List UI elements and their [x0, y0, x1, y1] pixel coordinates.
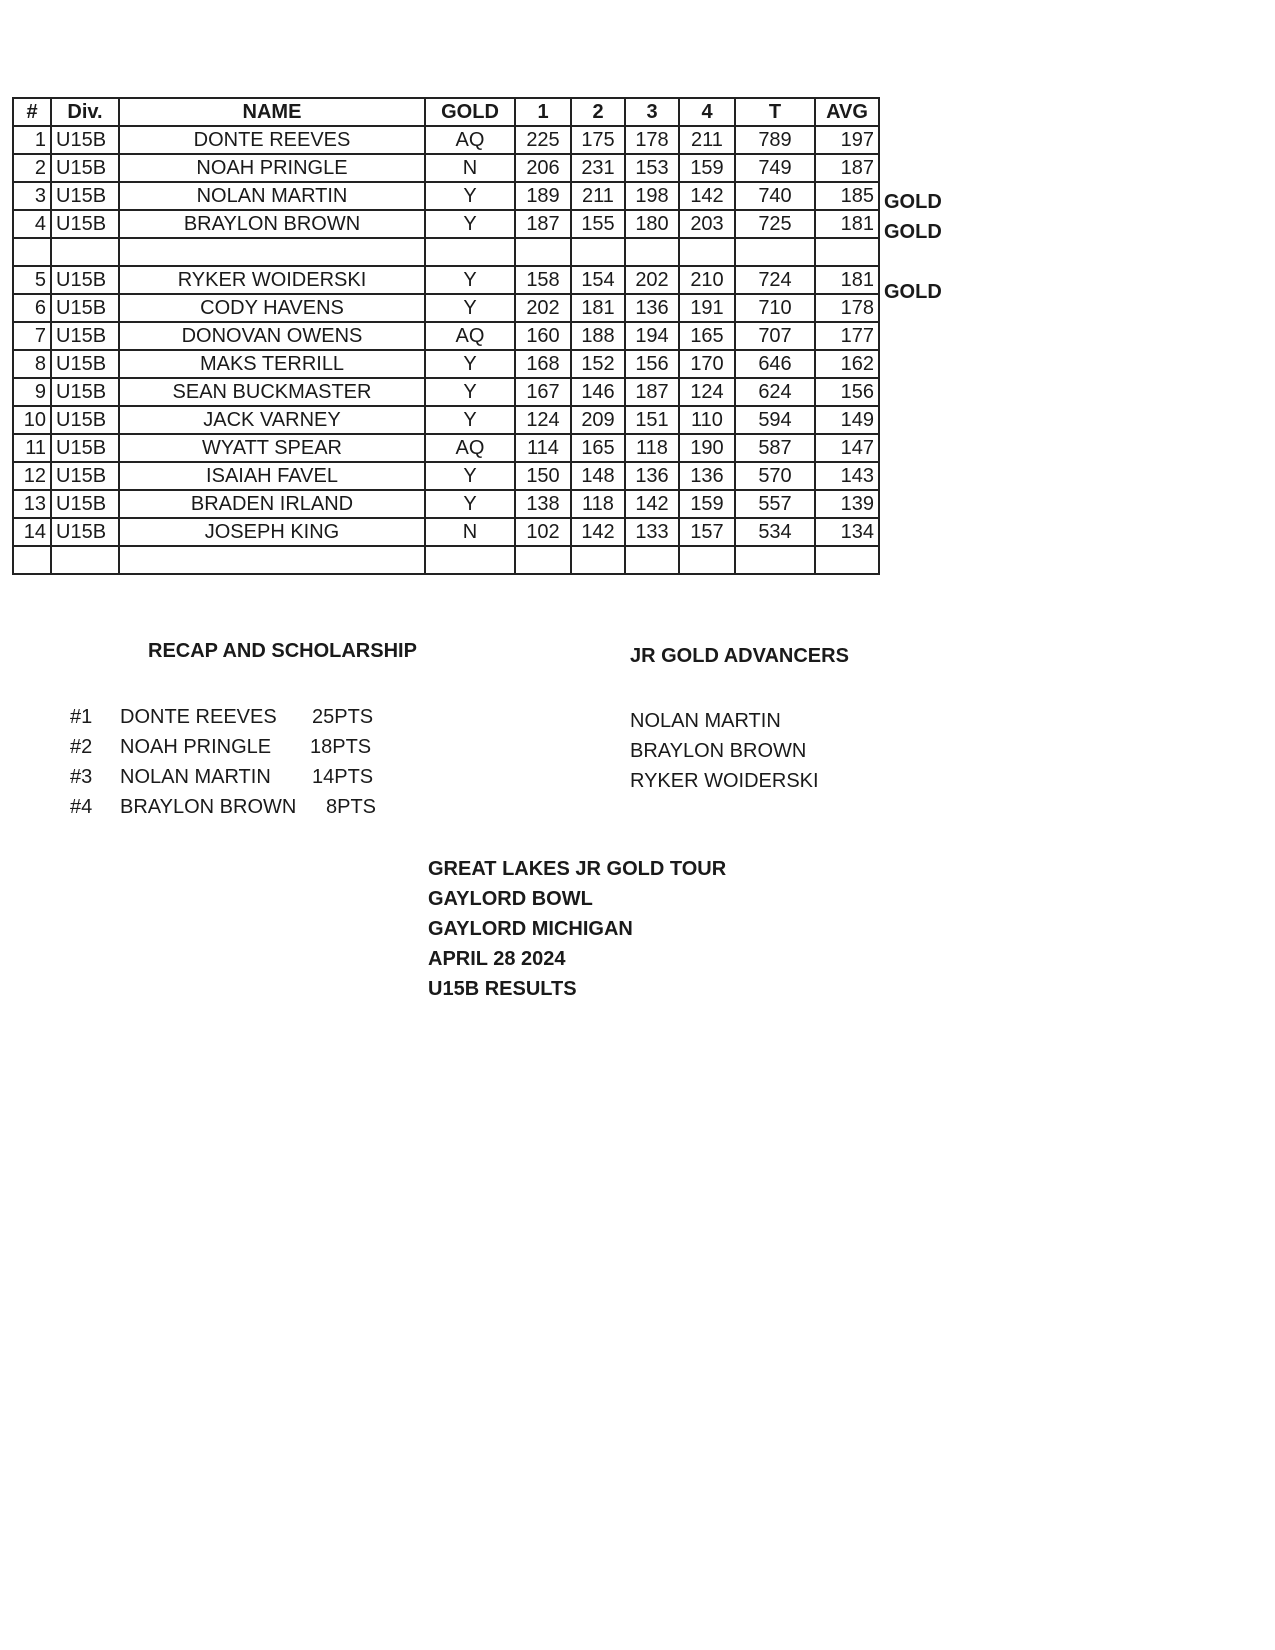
cell-game-2: 154 [571, 266, 625, 294]
cell-game-1: 225 [515, 126, 571, 154]
gold-mark [884, 127, 974, 157]
table-row [13, 462, 879, 490]
cell-game-3: 178 [625, 126, 679, 154]
gold-mark [884, 487, 974, 517]
cell-gold: Y [425, 490, 515, 518]
cell-game-2: 148 [571, 462, 625, 490]
advancer-name: BRAYLON BROWN [630, 740, 807, 762]
cell-game-1: 206 [515, 154, 571, 182]
cell-game-2: 152 [571, 350, 625, 378]
cell-name: RYKER WOIDERSKI [119, 266, 425, 294]
table-row [13, 350, 879, 378]
cell-average [815, 238, 879, 266]
cell-game-1 [515, 546, 571, 574]
cell-game-1: 168 [515, 350, 571, 378]
cell-gold: AQ [425, 322, 515, 350]
cell-gold [425, 546, 515, 574]
cell-game-3: 198 [625, 182, 679, 210]
cell-name [119, 546, 425, 574]
recap-rank: #3 [70, 766, 93, 788]
table-row [13, 518, 879, 546]
recap-player: BRAYLON BROWN [120, 796, 297, 818]
cell-division: U15B [51, 350, 119, 378]
cell-game-4: 124 [679, 378, 735, 406]
cell-game-1: 160 [515, 322, 571, 350]
recap-rank: #2 [70, 736, 93, 758]
header-game-3: 3 [625, 98, 679, 126]
cell-total: 587 [735, 434, 815, 462]
cell-division [51, 546, 119, 574]
cell-game-1: 189 [515, 182, 571, 210]
cell-division: U15B [51, 266, 119, 294]
recap-rank: #1 [70, 706, 93, 728]
recap-item [70, 792, 390, 822]
cell-rank: 8 [13, 350, 51, 378]
cell-name: WYATT SPEAR [119, 434, 425, 462]
cell-division: U15B [51, 294, 119, 322]
cell-gold: N [425, 518, 515, 546]
cell-rank: 5 [13, 266, 51, 294]
cell-average: 149 [815, 406, 879, 434]
cell-game-3: 118 [625, 434, 679, 462]
table-row [13, 182, 879, 210]
recap-rank: #4 [70, 796, 93, 818]
cell-game-4: 159 [679, 154, 735, 182]
cell-average: 139 [815, 490, 879, 518]
cell-game-3 [625, 546, 679, 574]
cell-total: 740 [735, 182, 815, 210]
cell-game-3: 202 [625, 266, 679, 294]
cell-game-4 [679, 546, 735, 574]
gold-mark [884, 367, 974, 397]
cell-game-2: 209 [571, 406, 625, 434]
table-row [13, 322, 879, 350]
cell-gold: Y [425, 294, 515, 322]
cell-game-4: 157 [679, 518, 735, 546]
cell-game-4: 170 [679, 350, 735, 378]
cell-division: U15B [51, 154, 119, 182]
cell-gold: Y [425, 210, 515, 238]
cell-name: NOAH PRINGLE [119, 154, 425, 182]
cell-division [51, 238, 119, 266]
cell-name: BRADEN IRLAND [119, 490, 425, 518]
cell-game-3: 136 [625, 294, 679, 322]
cell-rank [13, 238, 51, 266]
gold-mark: GOLD [884, 281, 942, 303]
header-game-1: 1 [515, 98, 571, 126]
gold-mark [884, 397, 974, 427]
cell-gold: Y [425, 350, 515, 378]
cell-game-2: 165 [571, 434, 625, 462]
cell-average: 177 [815, 322, 879, 350]
advancers-title: JR GOLD ADVANCERS [630, 645, 849, 667]
cell-division: U15B [51, 322, 119, 350]
recap-points: 14PTS [312, 766, 374, 788]
advancer-name: RYKER WOIDERSKI [630, 770, 819, 792]
cell-gold: N [425, 154, 515, 182]
cell-average: 162 [815, 350, 879, 378]
cell-total: 725 [735, 210, 815, 238]
cell-name: DONOVAN OWENS [119, 322, 425, 350]
gold-mark [884, 427, 974, 457]
table-row [13, 154, 879, 182]
cell-game-1 [515, 238, 571, 266]
cell-game-2: 142 [571, 518, 625, 546]
cell-game-1: 202 [515, 294, 571, 322]
cell-average [815, 546, 879, 574]
recap-points: 8PTS [326, 796, 377, 818]
cell-rank: 14 [13, 518, 51, 546]
cell-game-3: 133 [625, 518, 679, 546]
cell-game-2: 155 [571, 210, 625, 238]
table-row [13, 378, 879, 406]
cell-rank: 7 [13, 322, 51, 350]
header-name: NAME [119, 98, 425, 126]
cell-rank: 11 [13, 434, 51, 462]
header-game-4: 4 [679, 98, 735, 126]
cell-game-4: 190 [679, 434, 735, 462]
cell-total: 749 [735, 154, 815, 182]
gold-mark [884, 157, 974, 187]
cell-rank: 3 [13, 182, 51, 210]
cell-gold: Y [425, 182, 515, 210]
event-venue: GAYLORD BOWL [428, 888, 593, 910]
cell-division: U15B [51, 434, 119, 462]
cell-game-3: 153 [625, 154, 679, 182]
cell-gold: Y [425, 406, 515, 434]
recap-points: 18PTS [310, 736, 372, 758]
recap-player: DONTE REEVES [120, 706, 277, 728]
gold-mark [884, 457, 974, 487]
cell-total: 570 [735, 462, 815, 490]
event-tour: GREAT LAKES JR GOLD TOUR [428, 858, 727, 880]
header-gold: GOLD [425, 98, 515, 126]
table-row [13, 238, 879, 266]
gold-mark [884, 307, 974, 337]
table-row [13, 294, 879, 322]
header-game-2: 2 [571, 98, 625, 126]
cell-rank: 13 [13, 490, 51, 518]
recap-player: NOLAN MARTIN [120, 766, 271, 788]
cell-game-3: 156 [625, 350, 679, 378]
cell-rank: 1 [13, 126, 51, 154]
cell-rank: 9 [13, 378, 51, 406]
cell-name: CODY HAVENS [119, 294, 425, 322]
cell-game-2: 146 [571, 378, 625, 406]
cell-game-4: 203 [679, 210, 735, 238]
cell-division: U15B [51, 182, 119, 210]
cell-name [119, 238, 425, 266]
table-row [13, 406, 879, 434]
cell-game-2: 231 [571, 154, 625, 182]
cell-division: U15B [51, 462, 119, 490]
cell-total [735, 546, 815, 574]
cell-name: MAKS TERRILL [119, 350, 425, 378]
cell-gold: Y [425, 266, 515, 294]
cell-game-1: 138 [515, 490, 571, 518]
table-row [13, 210, 879, 238]
cell-name: JACK VARNEY [119, 406, 425, 434]
event-date: APRIL 28 2024 [428, 948, 566, 970]
cell-game-2: 188 [571, 322, 625, 350]
table-row [13, 126, 879, 154]
cell-game-1: 158 [515, 266, 571, 294]
advancer-name: NOLAN MARTIN [630, 710, 781, 732]
cell-gold [425, 238, 515, 266]
cell-gold: Y [425, 378, 515, 406]
cell-game-3: 180 [625, 210, 679, 238]
event-division-results: U15B RESULTS [428, 978, 577, 1000]
cell-name: ISAIAH FAVEL [119, 462, 425, 490]
cell-average: 156 [815, 378, 879, 406]
header-total: T [735, 98, 815, 126]
cell-total: 557 [735, 490, 815, 518]
table-row [13, 546, 879, 574]
header-average: AVG [815, 98, 879, 126]
cell-game-2: 211 [571, 182, 625, 210]
cell-game-1: 167 [515, 378, 571, 406]
cell-rank: 10 [13, 406, 51, 434]
cell-average: 147 [815, 434, 879, 462]
cell-game-1: 124 [515, 406, 571, 434]
event-location: GAYLORD MICHIGAN [428, 918, 633, 940]
cell-rank: 12 [13, 462, 51, 490]
cell-game-2: 181 [571, 294, 625, 322]
gold-mark [884, 577, 974, 607]
gold-mark [884, 337, 974, 367]
cell-average: 187 [815, 154, 879, 182]
cell-game-4: 211 [679, 126, 735, 154]
cell-total: 707 [735, 322, 815, 350]
cell-game-2 [571, 238, 625, 266]
cell-game-1: 102 [515, 518, 571, 546]
cell-average: 185 [815, 182, 879, 210]
recap-title: RECAP AND SCHOLARSHIP [148, 640, 417, 662]
cell-game-4: 191 [679, 294, 735, 322]
cell-game-4: 142 [679, 182, 735, 210]
recap-list [70, 702, 390, 822]
cell-name: NOLAN MARTIN [119, 182, 425, 210]
cell-game-3 [625, 238, 679, 266]
cell-average: 178 [815, 294, 879, 322]
cell-game-4: 110 [679, 406, 735, 434]
cell-total [735, 238, 815, 266]
gold-mark: GOLD [884, 191, 942, 213]
header-division: Div. [51, 98, 119, 126]
cell-total: 724 [735, 266, 815, 294]
cell-average: 197 [815, 126, 879, 154]
cell-average: 134 [815, 518, 879, 546]
cell-division: U15B [51, 518, 119, 546]
recap-item [70, 702, 390, 732]
cell-game-3: 194 [625, 322, 679, 350]
cell-gold: AQ [425, 126, 515, 154]
cell-division: U15B [51, 210, 119, 238]
cell-rank [13, 546, 51, 574]
cell-division: U15B [51, 378, 119, 406]
event-info [428, 854, 726, 1004]
cell-division: U15B [51, 490, 119, 518]
cell-game-2: 175 [571, 126, 625, 154]
header-rank: # [13, 98, 51, 126]
cell-rank: 2 [13, 154, 51, 182]
gold-mark: GOLD [884, 221, 942, 243]
cell-game-3: 136 [625, 462, 679, 490]
table-row [13, 434, 879, 462]
cell-game-4 [679, 238, 735, 266]
cell-total: 594 [735, 406, 815, 434]
gold-mark [884, 547, 974, 577]
recap-item [70, 732, 390, 762]
recap-player: NOAH PRINGLE [120, 736, 272, 758]
recap-item [70, 762, 390, 792]
cell-rank: 4 [13, 210, 51, 238]
cell-division: U15B [51, 406, 119, 434]
results-table [12, 97, 880, 575]
gold-mark [884, 247, 974, 277]
cell-game-4: 136 [679, 462, 735, 490]
cell-game-1: 114 [515, 434, 571, 462]
cell-division: U15B [51, 126, 119, 154]
cell-game-3: 142 [625, 490, 679, 518]
table-row [13, 266, 879, 294]
cell-gold: AQ [425, 434, 515, 462]
cell-game-2: 118 [571, 490, 625, 518]
cell-total: 789 [735, 126, 815, 154]
cell-game-4: 165 [679, 322, 735, 350]
cell-game-2 [571, 546, 625, 574]
cell-name: DONTE REEVES [119, 126, 425, 154]
cell-total: 646 [735, 350, 815, 378]
cell-average: 143 [815, 462, 879, 490]
cell-game-4: 159 [679, 490, 735, 518]
gold-mark [884, 517, 974, 547]
header-row [13, 98, 879, 126]
cell-name: SEAN BUCKMASTER [119, 378, 425, 406]
cell-total: 624 [735, 378, 815, 406]
cell-average: 181 [815, 266, 879, 294]
gold-mark [884, 97, 974, 127]
cell-gold: Y [425, 462, 515, 490]
cell-average: 181 [815, 210, 879, 238]
cell-game-1: 187 [515, 210, 571, 238]
cell-name: BRAYLON BROWN [119, 210, 425, 238]
cell-game-3: 151 [625, 406, 679, 434]
cell-game-4: 210 [679, 266, 735, 294]
cell-total: 710 [735, 294, 815, 322]
gold-qualifier-column [884, 97, 974, 607]
cell-name: JOSEPH KING [119, 518, 425, 546]
table-row [13, 490, 879, 518]
advancers-list [630, 706, 819, 796]
cell-rank: 6 [13, 294, 51, 322]
cell-game-1: 150 [515, 462, 571, 490]
recap-points: 25PTS [312, 706, 374, 728]
cell-game-3: 187 [625, 378, 679, 406]
cell-total: 534 [735, 518, 815, 546]
